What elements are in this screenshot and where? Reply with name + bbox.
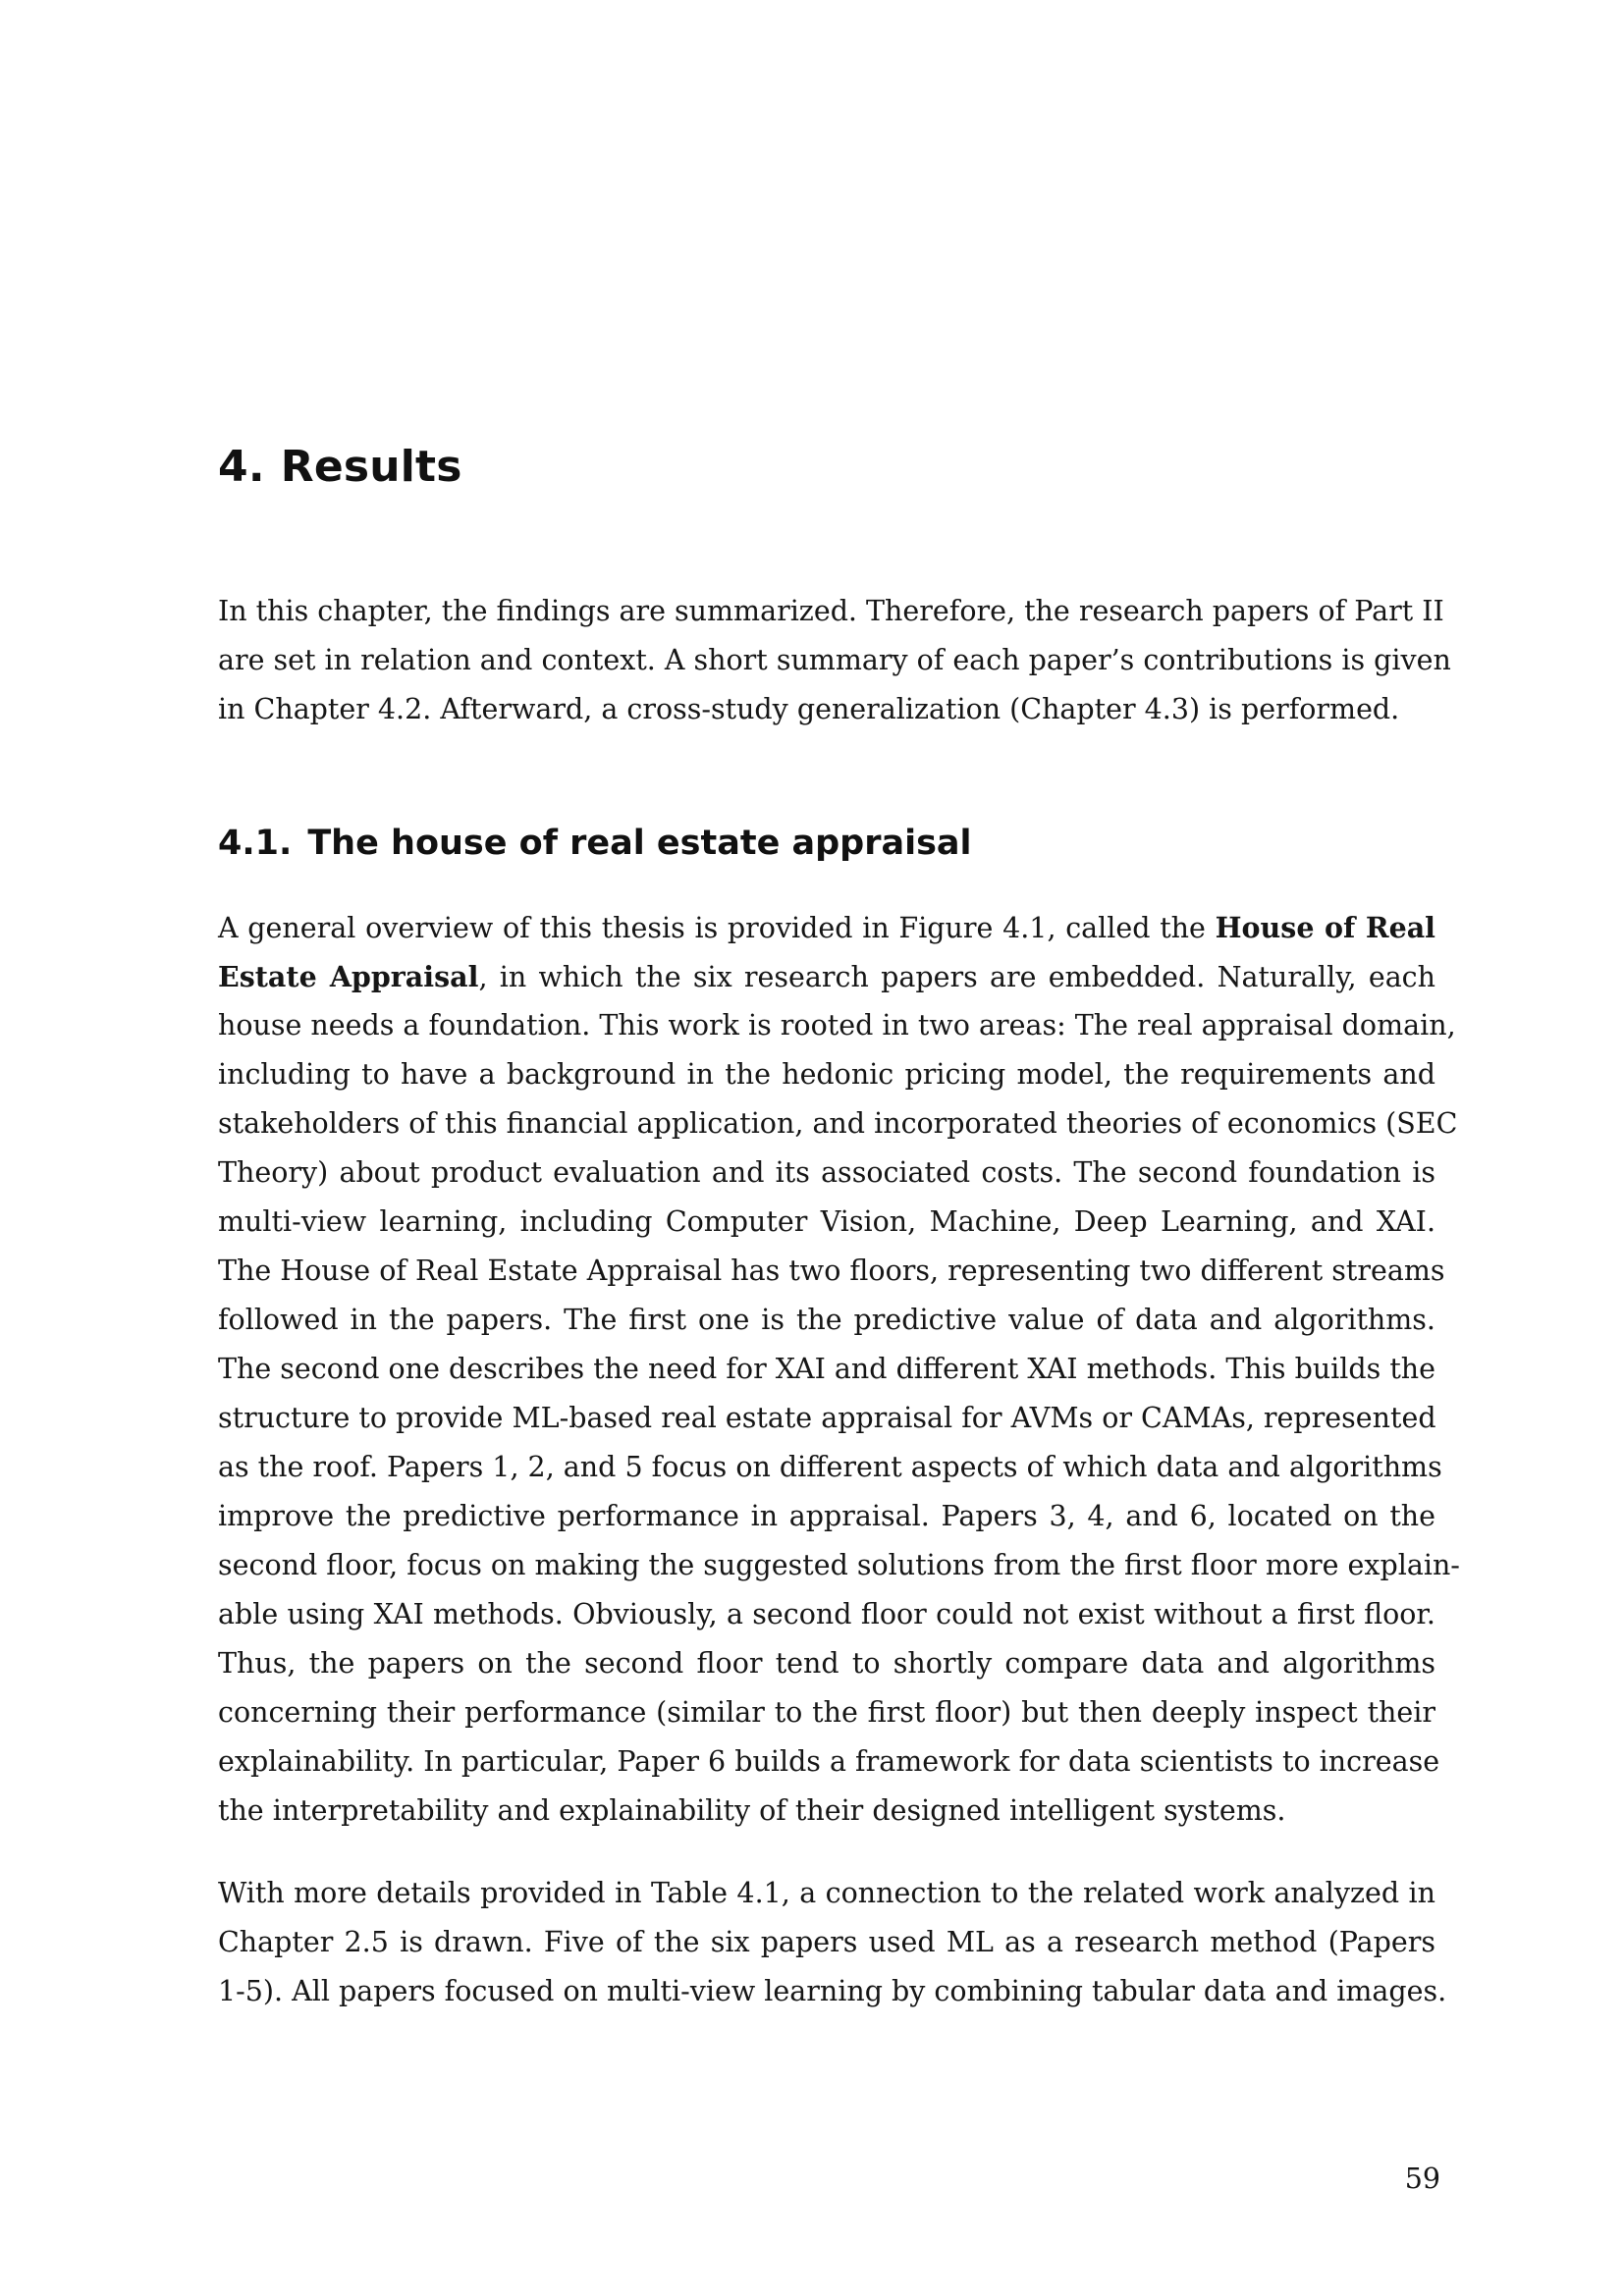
intro-line: In this chapter, the findings are summarized. Therefore, the research papers of Part II [218,595,1444,627]
intro-line: in Chapter 4.2. Afterward, a cross-study generalization (Chapter 4.3) is performed. [218,693,1400,725]
house-paragraph-line: Thus, the papers on the second floor tend to shortly compare data and algorithms [218,1647,1435,1680]
house-paragraph-line: improve the predictive performance in appraisal. Papers 3, 4, and 6, located on the [218,1500,1435,1532]
house-paragraph-line: able using XAI methods. Obviously, a second floor could not exist without a first floor. [218,1598,1435,1630]
chapter-heading [218,438,462,497]
house-paragraph-line: The House of Real Estate Appraisal has two floors, representing two different streams [218,1255,1445,1287]
table-paragraph-line: Chapter 2.5 is drawn. Five of the six papers used ML as a research method (Papers [218,1926,1435,1958]
intro-line: are set in relation and context. A short summary of each paper’s contributions is given [218,644,1451,676]
chapter-number: 4. [218,442,265,492]
house-paragraph-line: the interpretability and explainability of their designed intelligent systems. [218,1794,1286,1827]
table-reference-paragraph [218,1869,1447,2016]
house-paragraph-line: as the roof. Papers 1, 2, and 5 focus on different aspects of which data and algorithms [218,1451,1442,1483]
bold-term: House of Real [1215,911,1435,944]
house-paragraph-line: multi-view learning, including Computer Vision, Machine, Deep Learning, and XAI. [218,1205,1435,1238]
house-paragraph-line: Theory) about product evaluation and its associated costs. The second foundation is [218,1156,1435,1189]
table-paragraph-line: 1-5). All papers focused on multi-view learning by combining tabular data and images. [218,1975,1447,2007]
house-paragraph-line: followed in the papers. The first one is the predictive value of data and algorithms. [218,1304,1435,1336]
house-paragraph-line: The second one describes the need for XAI and different XAI methods. This builds the [218,1353,1436,1385]
chapter-title: Results [280,442,462,492]
bold-term: Estate Appraisal [218,960,479,993]
table-paragraph-line: With more details provided in Table 4.1, a connection to the related work analyzed in [218,1877,1435,1909]
house-paragraph-line-2 [218,952,1435,1001]
line-text: A general overview of this thesis is provided in Figure 4.1, called the [218,912,1216,944]
house-paragraph-line: house needs a foundation. This work is rooted in two areas: The real appraisal domain, [218,1009,1456,1041]
section-number: 4.1. [218,824,293,863]
house-paragraph [218,903,1460,1836]
house-paragraph-line: structure to provide ML-based real estate appraisal for AVMs or CAMAs, represented [218,1402,1436,1434]
house-paragraph-line: explainability. In particular, Paper 6 builds a framework for data scientists to increase [218,1745,1440,1778]
section-title: The house of real estate appraisal [307,824,972,863]
section-heading [218,819,972,868]
house-paragraph-line: including to have a background in the hedonic pricing model, the requirements and [218,1058,1435,1091]
intro-paragraph [218,587,1451,734]
page-number: 59 [1404,2163,1440,2195]
house-paragraph-line: concerning their performance (similar to the first floor) but then deeply inspect their [218,1696,1435,1729]
house-paragraph-line: second floor, focus on making the suggested solutions from the first floor more explain- [218,1549,1460,1581]
house-paragraph-line-1 [218,903,1435,952]
line-text: , in which the six research papers are embedded. Naturally, each [478,961,1435,993]
house-paragraph-line: stakeholders of this financial application, and incorporated theories of economics (SEC [218,1107,1458,1140]
